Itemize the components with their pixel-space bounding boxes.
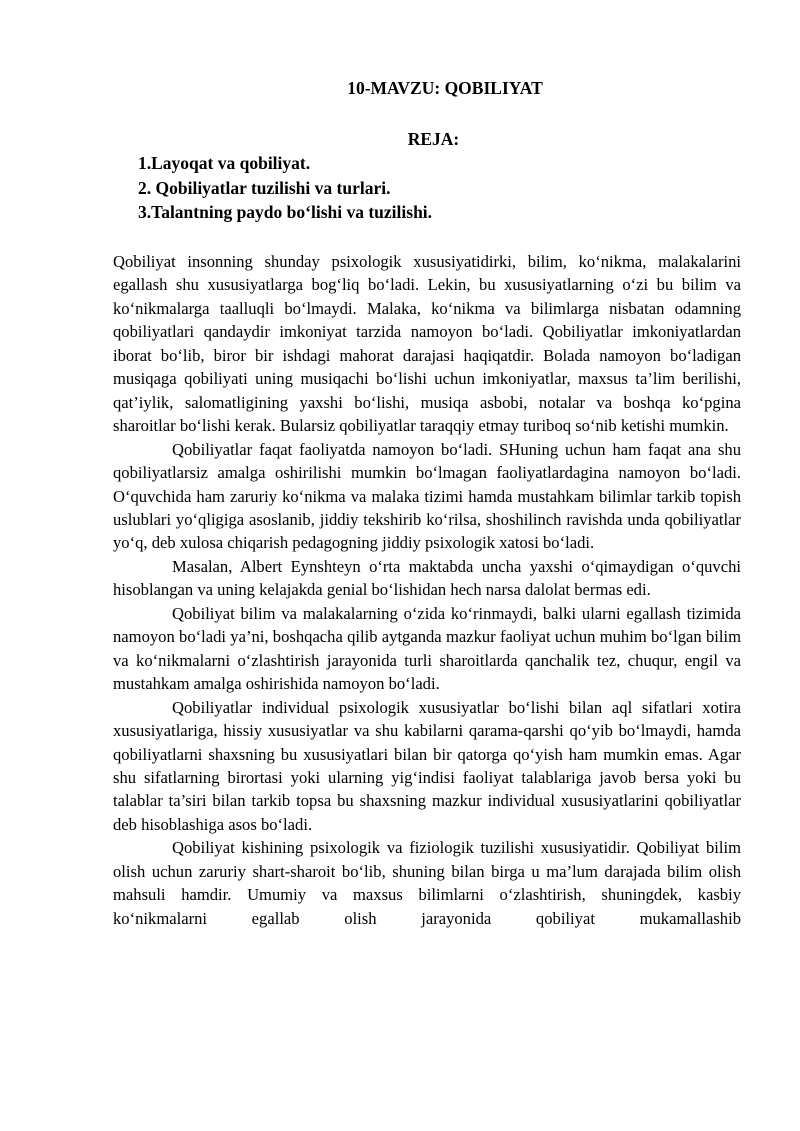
- page-title: 10-MAVZU: QOBILIYAT: [347, 78, 543, 98]
- paragraph: Masalan, Albert Eynshteyn o‘rta maktabda uncha yaxshi o‘qimaydigan o‘quvchi hisoblangan va uning kelajakda genial bo‘lishidan hech narsa dalolat bermas edi.: [113, 556, 741, 600]
- paragraph: Qobiliyat bilim va malakalarning o‘zida ko‘rinmaydi, balki ularni egallash tizimida namoyon bo‘ladi ya’ni, boshqacha qilib aytganda mazkur faoliyat uchun muhim bo‘lgan bilim va ko‘nikmalarni o‘zlashtirish jarayonida turli sharoitlarda qanchalik tez, chuqur, engil va mustahkam amalga oshirishida namoyon bo‘ladi.: [113, 603, 741, 694]
- plan-item: 1.Layoqat va qobiliyat.: [138, 153, 311, 173]
- plan-item: 2. Qobiliyatlar tuzilishi va turlari.: [138, 177, 391, 198]
- body-text: [113, 250, 741, 930]
- plan-heading: REJA:: [407, 129, 460, 149]
- paragraph: Qobiliyatlar individual psixologik xususiyatlar bo‘lishi bilan aql sifatlari xotira xususiyatlariga, hissiy xususiyatlar va shu kabilarni qarama-qarshi qo‘yib bo‘lmaydi, hamda qobiliyatlarni shaxsning bu xususiyatlari bilan bir qatorga qo‘yish ham mumkin emas. Agar shu sifatlarning birortasi yoki ularning yig‘indisi faoliyat talablariga javob bersa yoki bu talablar ta’siri bilan tarkib topsa bu shaxsning mazkur individual xususiyatlarini qobiliyatlar deb hisoblashiga asos bo‘ladi.: [113, 697, 741, 834]
- plan-item: 3.Talantning paydo bo‘lishi va tuzilishi.: [138, 202, 433, 222]
- plan-list: [138, 151, 432, 225]
- paragraph: Qobiliyat insonning shunday psixologik xususiyatidirki, bilim, ko‘nikma, malakalarini egallash shu xususiyatlarga bog‘liq bo‘ladi. Lekin, bu xususiyatlarning o‘zi bu bilim va ko‘nikmalarga taalluqli bo‘lmaydi. Malaka, ko‘nikma va bilimlarga nisbatan odamning qobiliyatlari qandaydir imkoniyat tarzida namoyon bo‘ladi. Qobiliyatlar imkoniyatlardan iborat bo‘lib, biror bir ishdagi mahorat darajasi haqiqatdir. Bolada namoyon bo‘ladigan musiqaga qobiliyati uning musiqachi bo‘lishi uchun imkoniyatlar, maxsus ta’lim berilishi, qat’iylik, salomatligining yaxshi bo‘lishi, musiqa asbobi, notalar va boshqa ko‘pgina sharoitlar bo‘lishi kerak. Bularsiz qobiliyatlar taraqqiy etmay turiboq so‘nib ketishi mumkin.: [113, 252, 741, 436]
- paragraph: Qobiliyatlar faqat faoliyatda namoyon bo‘ladi. SHuning uchun ham faqat ana shu qobiliyatlarsiz amalga oshirilishi mumkin bo‘lmagan faoliyatlardagina namoyon bo‘ladi. O‘quvchida ham zaruriy ko‘nikma va malaka tizimi hamda mustahkam bilimlar tarkib topish uslublari yo‘qligiga asoslanib, jiddiy tekshirib ko‘rilsa, shoshilinch ravishda unda qobiliyatlar yo‘q, deb xulosa chiqarish pedagogning jiddiy psixologik xatosi bo‘ladi.: [113, 439, 741, 553]
- paragraph: Qobiliyat kishining psixologik va fiziologik tuzilishi xususiyatidir. Qobiliyat bilim olish uchun zaruriy shart-sharoit bo‘lib, shuning bilan birga u ma’lum darajada bilim olish mahsuli hamdir. Umumiy va maxsus bilimlarni o‘zlashtirish, shuningdek, kasbiy ko‘nikmalarni egallab olish jarayonida qobiliyat mukamallashib: [113, 838, 741, 928]
